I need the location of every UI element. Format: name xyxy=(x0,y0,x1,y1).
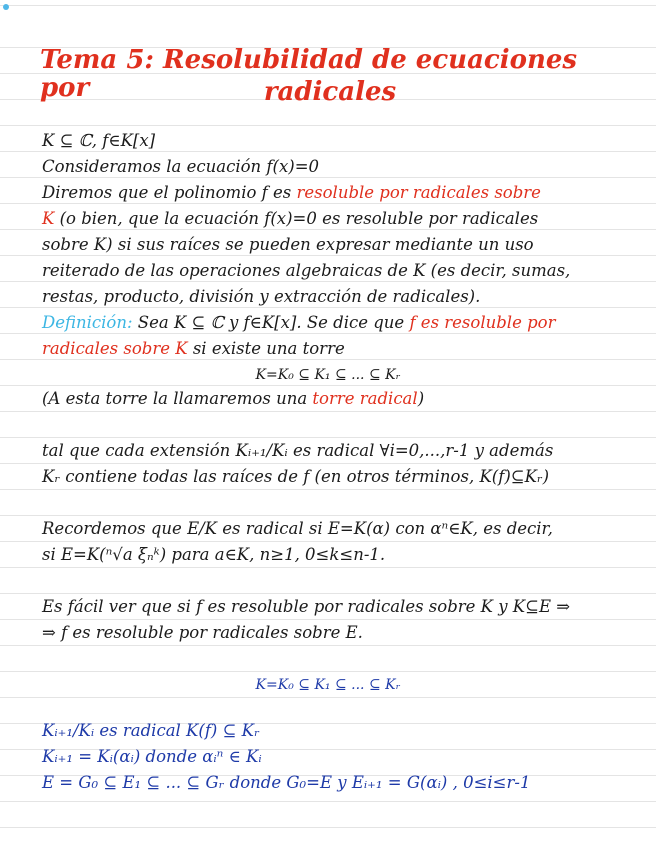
highlighted-term: K xyxy=(42,209,55,228)
page-title-line-1: Tema 5: Resolubilidad de ecuaciones por xyxy=(40,45,578,103)
note-line: Consideramos la ecuación f(x)=0 xyxy=(42,157,320,176)
note-text: ) xyxy=(417,389,425,408)
note-line xyxy=(42,338,632,360)
highlighted-term: resoluble por radicales sobre xyxy=(296,183,541,202)
note-line-blue: Kᵢ₊₁/Kᵢ es radical K(f) ⊆ Kᵣ xyxy=(42,721,260,740)
note-line: sobre K) si sus raíces se pueden expresar mediante un uso xyxy=(42,235,534,254)
note-text: Diremos que el polinomio f es xyxy=(42,183,297,202)
note-text: si existe una torre xyxy=(187,339,345,358)
note-text: Sea K ⊆ ℂ y f∈K[x]. Se dice que xyxy=(132,313,410,332)
highlighted-term: f es resoluble por xyxy=(409,313,556,332)
note-line: reiterado de las operaciones algebraicas de K (es decir, sumas, xyxy=(42,261,571,280)
page-title-line-2: radicales xyxy=(263,77,397,107)
note-text: (A esta torre la llamaremos una xyxy=(42,389,313,408)
definition-label: Definición: xyxy=(42,313,133,332)
note-line: tal que cada extensión Kᵢ₊₁/Kᵢ es radical ∀i=0,...,r-1 y además xyxy=(42,441,554,460)
tower-formula: K=K₀ ⊆ K₁ ⊆ ... ⊆ Kᵣ xyxy=(255,367,401,383)
highlighted-term: radicales sobre K xyxy=(42,339,188,358)
note-line xyxy=(42,208,632,230)
note-line-blue: Kᵢ₊₁ = Kᵢ(αᵢ) donde αᵢⁿ ∈ Kᵢ xyxy=(42,747,262,766)
note-text: (o bien, que la ecuación f(x)=0 es resoluble por radicales xyxy=(54,209,539,228)
tower-formula-blue: K=K₀ ⊆ K₁ ⊆ ... ⊆ Kᵣ xyxy=(255,677,401,693)
note-line: ⇒ f es resoluble por radicales sobre E. xyxy=(42,623,363,642)
note-line xyxy=(42,182,632,204)
note-line: Es fácil ver que si f es resoluble por radicales sobre K y K⊆E ⇒ xyxy=(42,597,571,616)
definition-line xyxy=(42,312,632,334)
note-line: restas, producto, división y extracción de radicales). xyxy=(42,287,481,306)
page-marker-dot xyxy=(3,4,9,10)
note-line: Recordemos que E/K es radical si E=K(α) con αⁿ∈K, es decir, xyxy=(42,519,553,538)
highlighted-term: torre radical xyxy=(312,389,418,408)
note-line: K ⊆ ℂ, f∈K[x] xyxy=(42,131,156,150)
note-line-blue: E = G₀ ⊆ E₁ ⊆ ... ⊆ Gᵣ donde G₀=E y Eᵢ₊₁ = G(αᵢ) , 0≤i≤r-1 xyxy=(42,773,531,792)
note-line: Kᵣ contiene todas las raíces de f (en otros términos, K(f)⊆Kᵣ) xyxy=(42,467,550,486)
note-line: si E=K(ⁿ√a ξₙᵏ) para a∈K, n≥1, 0≤k≤n-1. xyxy=(42,545,386,564)
note-line xyxy=(42,388,632,410)
